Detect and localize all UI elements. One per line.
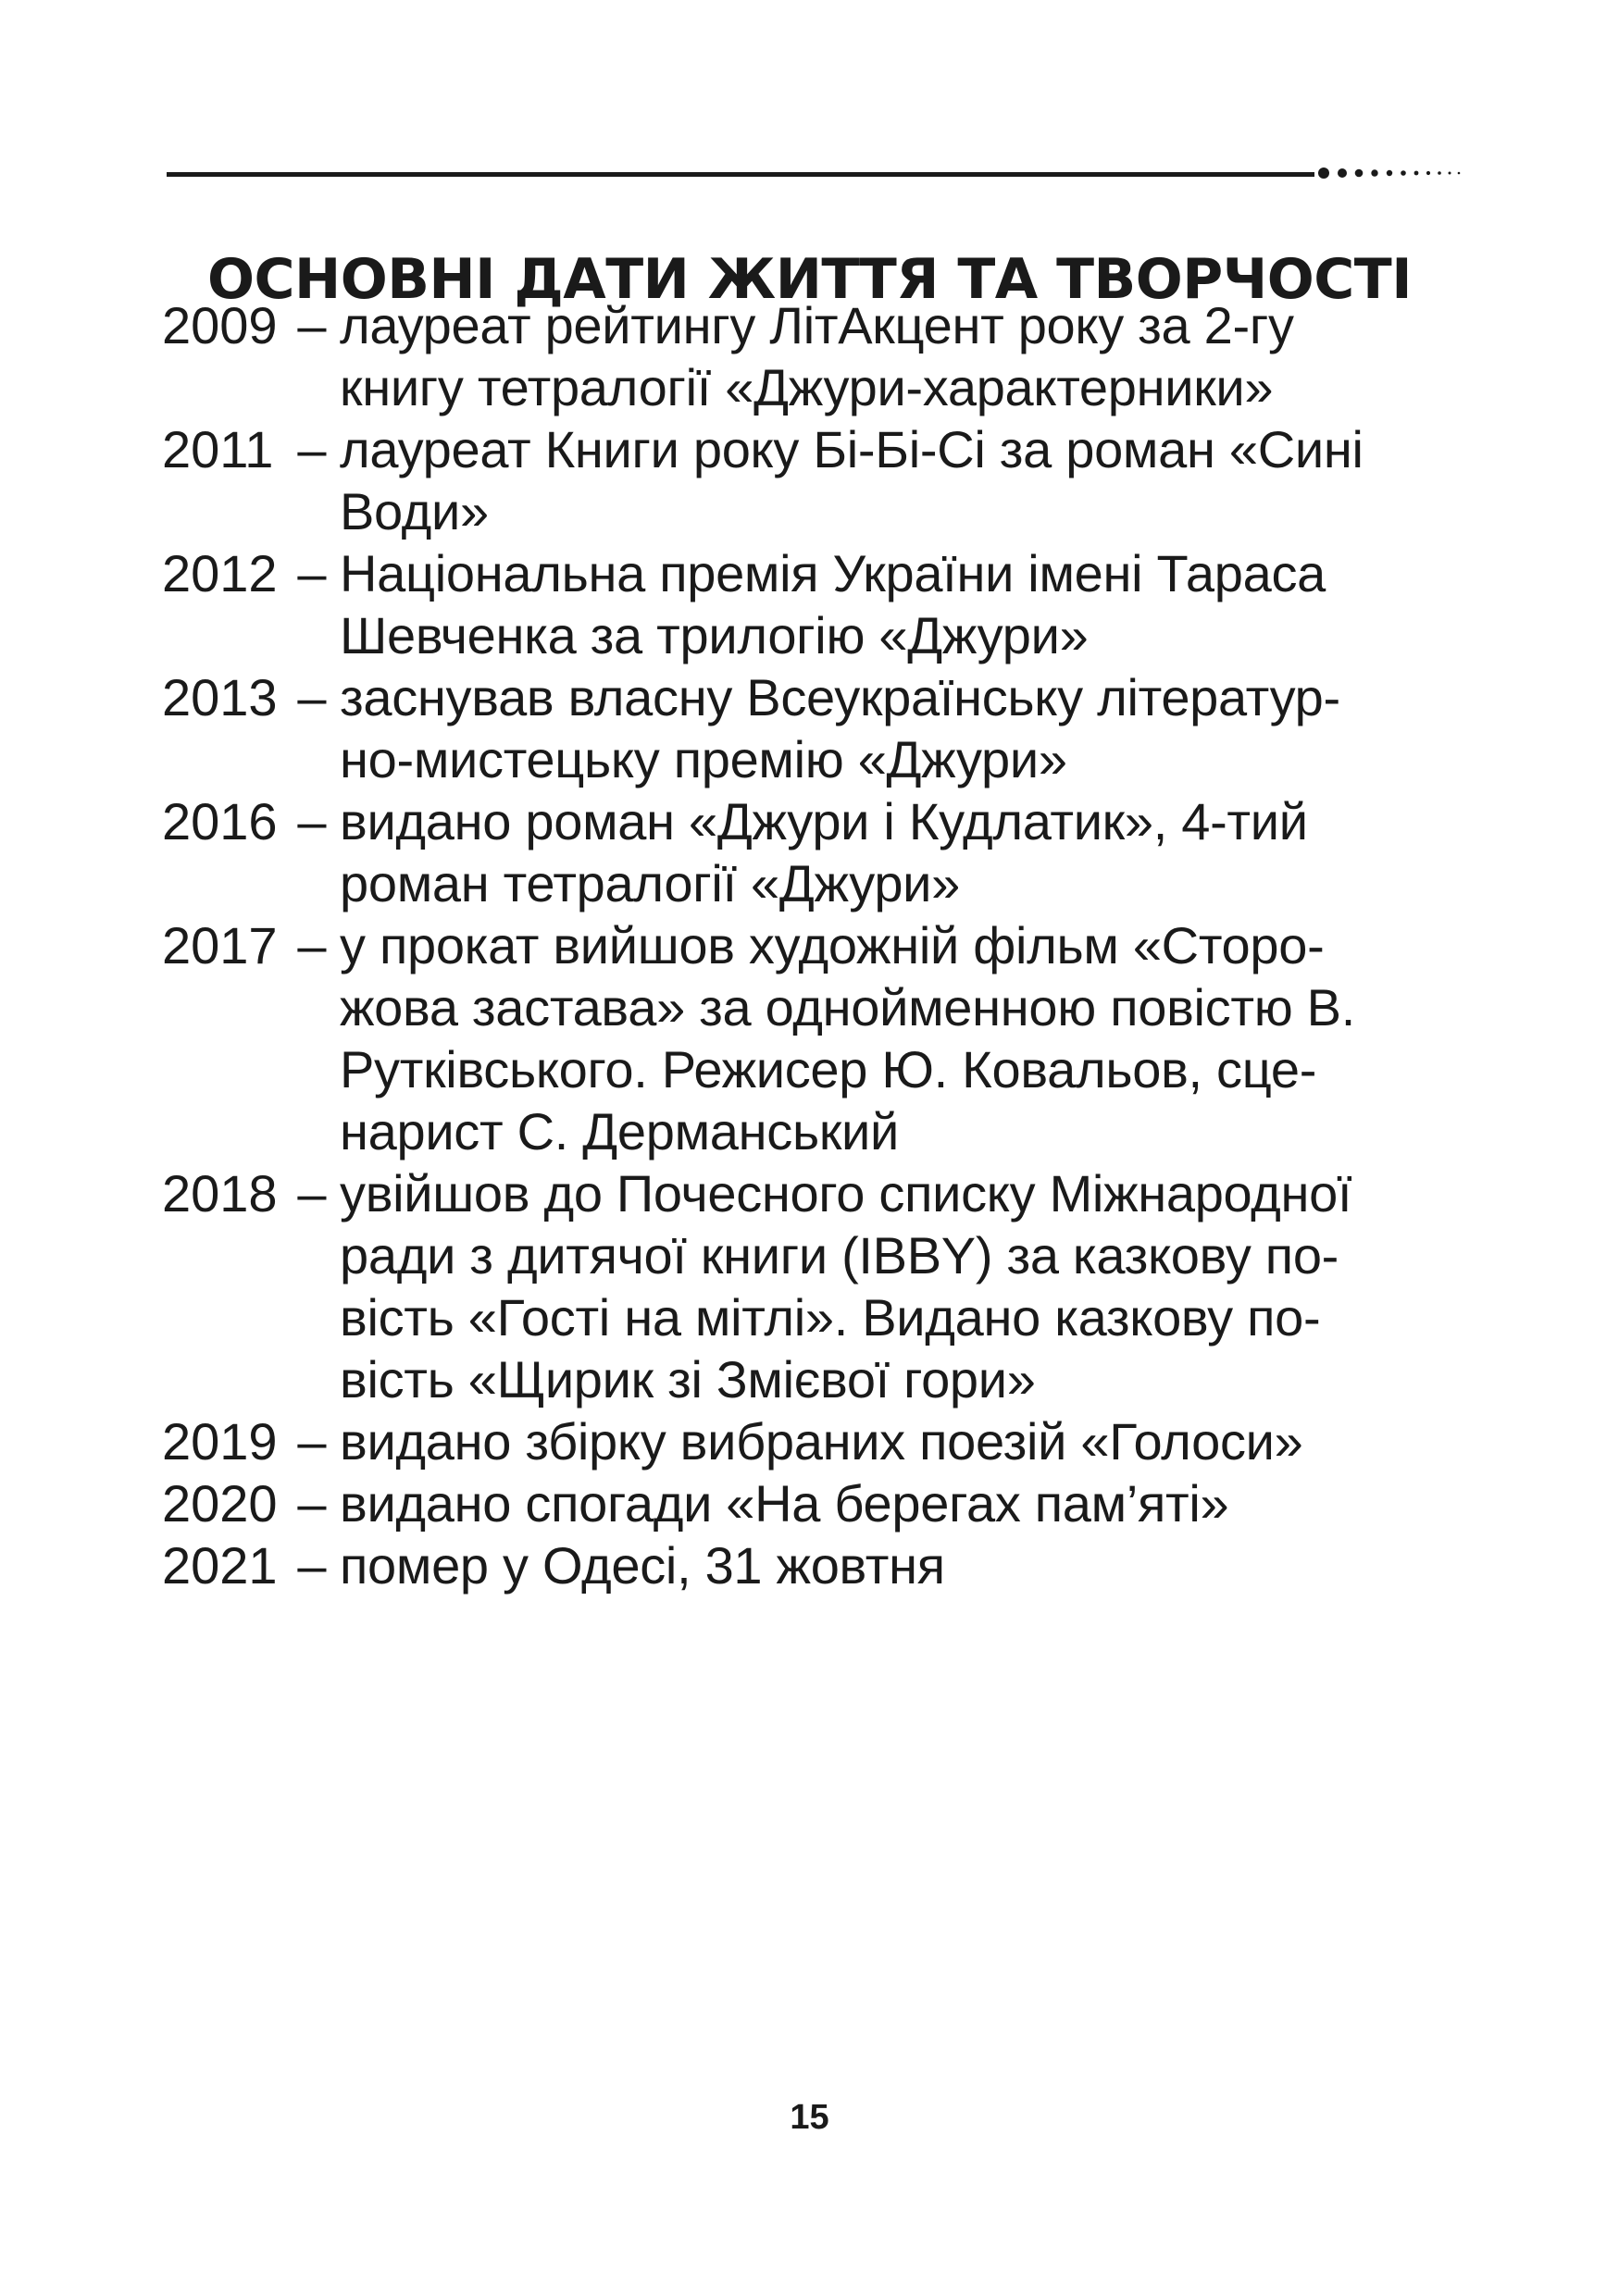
timeline-entry — [162, 1472, 1467, 1534]
timeline-entry — [162, 666, 1467, 790]
timeline-entry — [162, 418, 1467, 542]
entry-dash: – — [297, 792, 327, 850]
timeline-entry — [162, 1162, 1467, 1410]
entry-dash: – — [297, 916, 327, 974]
entry-dash: – — [297, 668, 327, 726]
timeline-entry — [162, 1534, 1467, 1596]
page-title: ОСНОВНІ ДАТИ ЖИТТЯ ТА ТВОРЧОСТІ — [206, 247, 1413, 313]
entry-dash: – — [297, 1164, 327, 1222]
entry-description — [340, 418, 1467, 542]
entry-description-line: помер у Одесі, 31 жовтня — [340, 1536, 945, 1595]
entry-year: 2009 — [162, 296, 278, 354]
entry-description-line: видано збірку вибраних поезій «Голоси» — [340, 1412, 1303, 1471]
entry-dash: – — [297, 296, 327, 354]
entry-dash: – — [297, 420, 327, 478]
entry-year: 2019 — [162, 1412, 278, 1471]
timeline-entry — [162, 294, 1467, 418]
entry-year: 2021 — [162, 1536, 278, 1595]
timeline-list — [162, 294, 1467, 1596]
entry-description-line: но-мистецьку премію «Джури» — [340, 730, 1067, 788]
entry-description — [340, 1534, 1467, 1596]
entry-description — [340, 790, 1467, 914]
entry-year: 2011 — [162, 420, 274, 478]
entry-year: 2016 — [162, 792, 278, 850]
entry-year: 2012 — [162, 544, 278, 602]
entry-description-line: видано спогади «На берегах пам’яті» — [340, 1474, 1229, 1533]
entry-year: 2018 — [162, 1164, 278, 1222]
entry-description — [340, 542, 1467, 666]
entry-description-line: книгу тетралогії «Джури-характерники» — [340, 358, 1274, 416]
timeline-entry — [162, 542, 1467, 666]
entry-description — [340, 1472, 1467, 1534]
entry-description-line: Рутківського. Режисер Ю. Ковальов, сце- — [340, 1040, 1317, 1098]
entry-dash: – — [297, 1536, 327, 1595]
timeline-entry — [162, 914, 1467, 1162]
entry-description — [340, 914, 1467, 1162]
entry-description-line: ради з дитячої книги (IBBY) за казкову по- — [340, 1226, 1339, 1285]
entry-description — [340, 666, 1467, 790]
header-rule — [167, 172, 1314, 177]
entry-description-line: лауреат Книги року Бі-Бі-Сі за роман «Сині — [340, 420, 1364, 478]
entry-description — [340, 1162, 1467, 1410]
entry-description — [340, 1410, 1467, 1472]
page-number: 15 — [790, 2098, 829, 2137]
entry-description-line: вість «Щирик зі Змієвої гори» — [340, 1350, 1036, 1409]
entry-description-line: у прокат вийшов художній фільм «Сторо- — [340, 916, 1325, 974]
entry-description-line: Національна премія України імені Тараса — [340, 544, 1326, 602]
entry-description-line: заснував власну Всеукраїнську літератур- — [340, 668, 1340, 726]
entry-description-line: вість «Гості на мітлі». Видано казкову по- — [340, 1288, 1321, 1347]
entry-description-line: Шевченка за трилогію «Джури» — [340, 606, 1089, 664]
timeline-entry — [162, 790, 1467, 914]
entry-description — [340, 294, 1467, 418]
timeline-entry — [162, 1410, 1467, 1472]
entry-description-line: жова застава» за однойменною повістю В. — [340, 978, 1355, 1036]
entry-year: 2020 — [162, 1474, 278, 1533]
entry-description-line: Води» — [340, 482, 489, 540]
entry-dash: – — [297, 544, 327, 602]
entry-dash: – — [297, 1474, 327, 1533]
entry-year: 2013 — [162, 668, 278, 726]
entry-description-line: лауреат рейтингу ЛітАкцент року за 2-гу — [340, 296, 1294, 354]
entry-dash: – — [297, 1412, 327, 1471]
entry-description-line: увійшов до Почесного списку Міжнародної — [340, 1164, 1352, 1222]
entry-description-line: нарист С. Дерманський — [340, 1102, 899, 1160]
entry-description-line: роман тетралогії «Джури» — [340, 854, 960, 912]
entry-year: 2017 — [162, 916, 278, 974]
entry-description-line: видано роман «Джури і Кудлатик», 4-тий — [340, 792, 1308, 850]
header-dots-ornament — [1318, 165, 1466, 183]
